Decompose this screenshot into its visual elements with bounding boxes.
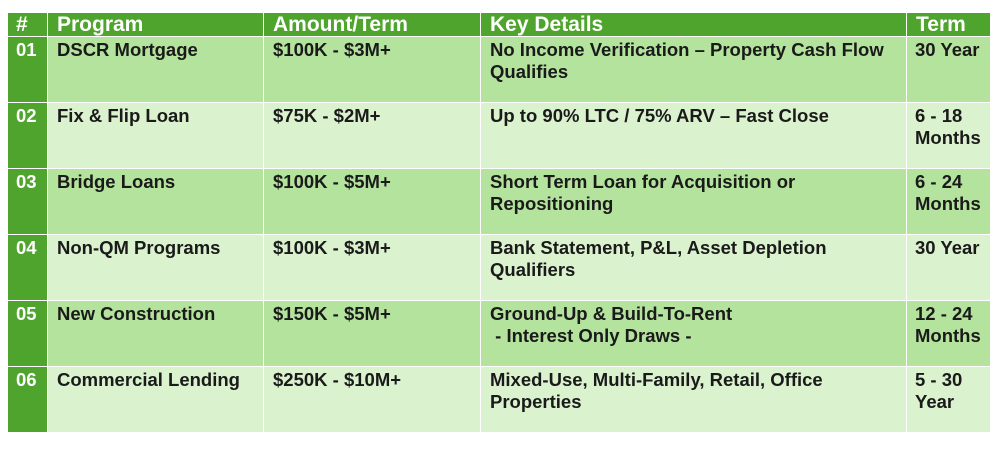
key-details-line: Properties (490, 391, 582, 412)
loan-term-line: Months (915, 325, 981, 346)
row-number: 03 (8, 169, 48, 235)
loan-programs-table (7, 12, 991, 433)
loan-term-line: 30 Year (915, 39, 980, 60)
key-details (481, 37, 907, 103)
row-number: 06 (8, 367, 48, 433)
program-name: Bridge Loans (48, 169, 264, 235)
table-row (8, 301, 991, 367)
header-number: # (8, 13, 48, 37)
amount-range: $100K - $5M+ (264, 169, 481, 235)
key-details (481, 103, 907, 169)
loan-term (907, 301, 991, 367)
amount-range: $75K - $2M+ (264, 103, 481, 169)
table-row (8, 367, 991, 433)
key-details (481, 301, 907, 367)
key-details-line: - Interest Only Draws - (490, 325, 692, 346)
loan-term-line: 30 Year (915, 237, 980, 258)
loan-term (907, 367, 991, 433)
key-details-line: Repositioning (490, 193, 614, 214)
header-amount-term: Amount/Term (264, 13, 481, 37)
key-details-line: Qualifies (490, 61, 569, 82)
program-name: Commercial Lending (48, 367, 264, 433)
header-program: Program (48, 13, 264, 37)
table-row (8, 37, 991, 103)
loan-term-line: 6 - 18 (915, 105, 963, 126)
amount-range: $250K - $10M+ (264, 367, 481, 433)
header-term: Term (907, 13, 991, 37)
key-details-line: Bank Statement, P&L, Asset Depletion (490, 237, 827, 258)
loan-term-line: 6 - 24 (915, 171, 963, 192)
key-details-line: No Income Verification – Property Cash Flow (490, 39, 884, 60)
amount-range: $100K - $3M+ (264, 235, 481, 301)
table-header-row (8, 13, 991, 37)
key-details-line: Short Term Loan for Acquisition or (490, 171, 796, 192)
program-name: New Construction (48, 301, 264, 367)
loan-term-line: Months (915, 193, 981, 214)
row-number: 01 (8, 37, 48, 103)
loan-term (907, 37, 991, 103)
table-row (8, 103, 991, 169)
amount-range: $100K - $3M+ (264, 37, 481, 103)
row-number: 02 (8, 103, 48, 169)
loan-term-line: Months (915, 127, 981, 148)
key-details-line: Up to 90% LTC / 75% ARV – Fast Close (490, 105, 829, 126)
row-number: 04 (8, 235, 48, 301)
header-key-details: Key Details (481, 13, 907, 37)
key-details (481, 169, 907, 235)
table-row (8, 235, 991, 301)
program-name: DSCR Mortgage (48, 37, 264, 103)
table-row (8, 169, 991, 235)
loan-term-line: 5 - 30 (915, 369, 963, 390)
program-name: Fix & Flip Loan (48, 103, 264, 169)
program-name: Non-QM Programs (48, 235, 264, 301)
loan-term (907, 103, 991, 169)
loan-term (907, 235, 991, 301)
key-details (481, 235, 907, 301)
key-details-line: Ground-Up & Build-To-Rent (490, 303, 733, 324)
key-details (481, 367, 907, 433)
loan-term-line: 12 - 24 (915, 303, 973, 324)
loan-term (907, 169, 991, 235)
amount-range: $150K - $5M+ (264, 301, 481, 367)
loan-term-line: Year (915, 391, 955, 412)
row-number: 05 (8, 301, 48, 367)
key-details-line: Mixed-Use, Multi-Family, Retail, Office (490, 369, 823, 390)
key-details-line: Qualifiers (490, 259, 576, 280)
